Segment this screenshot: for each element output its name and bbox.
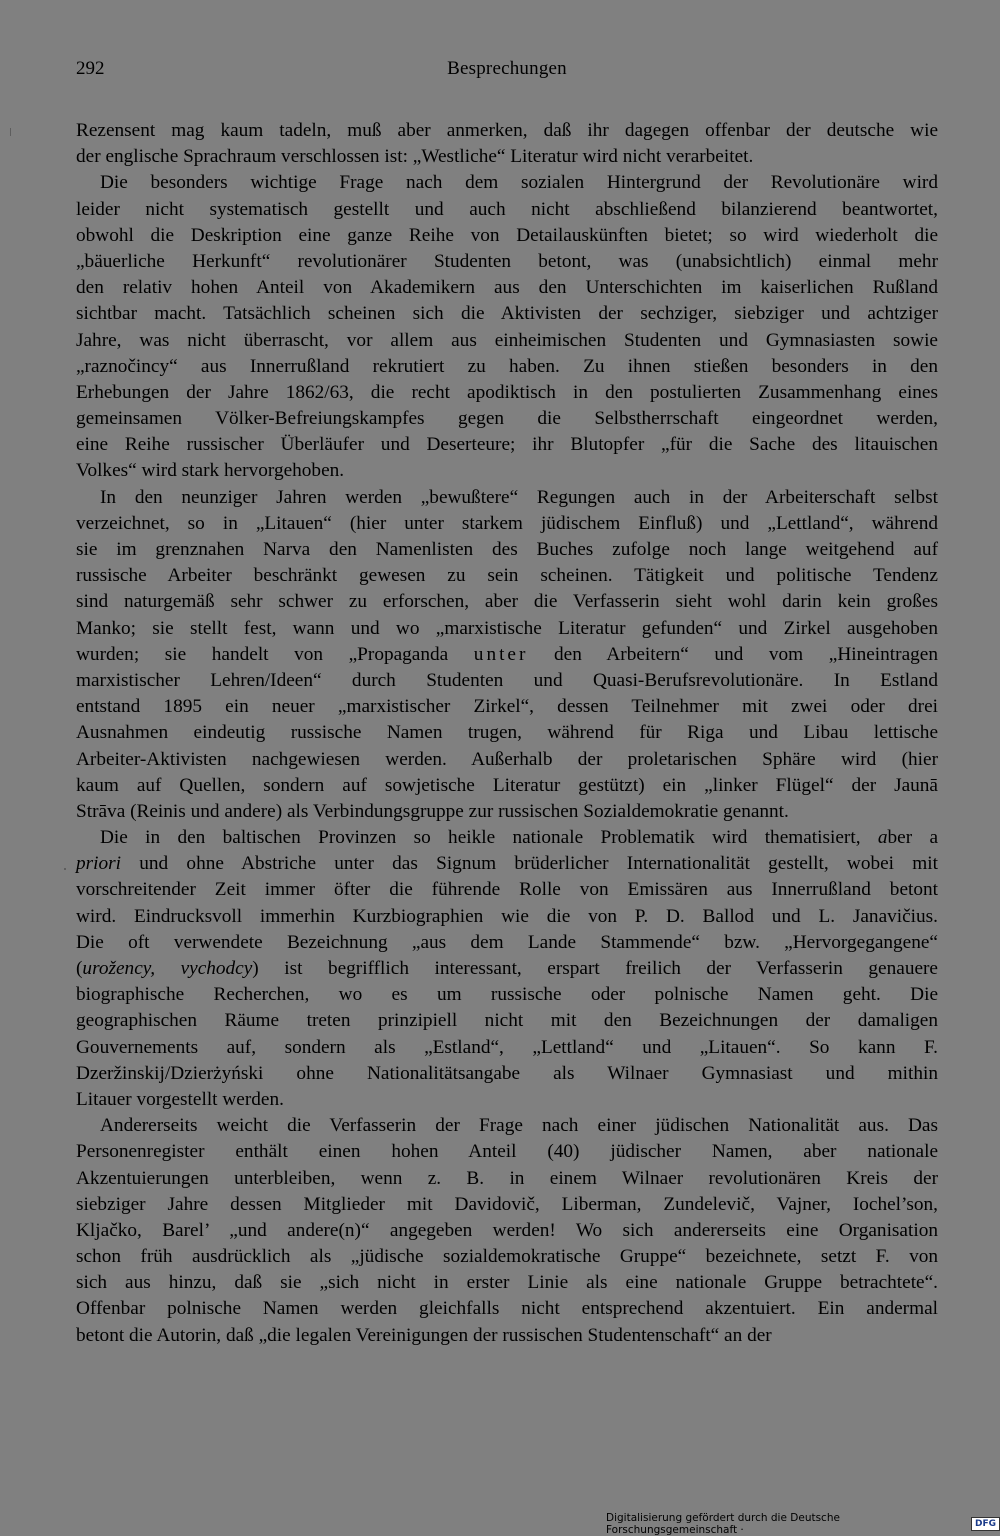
text-line: geographischen Räume treten prinzipiell nicht mit den Bezeichnungen der damaligen — [76, 1010, 938, 1032]
text-line: Strāva (Reinis und andere) als Verbindungsgruppe zur russischen Sozialdemokratie genannt. — [76, 800, 789, 822]
text-line: sich aus hinzu, daß sie „sich nicht in erster Linie als eine nationale Gruppe betrachtete“. — [76, 1272, 938, 1294]
text-line: marxistischer Lehren/Ideen“ durch Studenten und Quasi-Berufsrevolutionäre. In Estland — [76, 669, 938, 691]
text-line: Erhebungen der Jahre 1862/63, die recht apodiktisch in den postulierten Zusammenhang eines — [76, 381, 938, 403]
text-line: wird. Eindrucksvoll immerhin Kurzbiographien wie die von P. D. Ballod und L. Janavičius. — [76, 905, 938, 927]
text-line: verzeichnet, so in „Litauen“ (hier unter starkem jüdischem Einfluß) und „Lettland“, während — [76, 512, 938, 534]
text-line: russische Arbeiter beschränkt gewesen zu sein scheinen. Tätigkeit und politische Tendenz — [76, 565, 938, 587]
text-line: (urožency, vychodcy) ist begrifflich interessant, erspart freilich der Verfasserin genauere — [76, 958, 938, 979]
text-line: Ausnahmen eindeutig russische Namen trugen, während für Riga und Libau lettische — [76, 722, 938, 744]
text-line: den relativ hohen Anteil von Akademikern aus den Unterschichten im kaiserlichen Rußland — [76, 277, 938, 299]
text-line: sind naturgemäß sehr schwer zu erforschen, aber die Verfasserin sieht wohl darin kein großes — [76, 591, 938, 613]
text-line: siebziger Jahre dessen Mitglieder mit Davidovič, Liberman, Zundelevič, Vajner, Iochel’son, — [76, 1193, 938, 1215]
paragraph — [76, 825, 938, 1113]
paragraph — [76, 170, 938, 484]
text-line: Rezensent mag kaum tadeln, muß aber anmerken, daß ihr dagegen offenbar der deutsche wie — [76, 120, 938, 141]
text-line: Die oft verwendete Bezeichnung „aus dem Lande Stammende“ bzw. „Hervorgegangene“ — [76, 931, 938, 953]
text-line: priori und ohne Abstriche unter das Signum brüderlicher Internationalität gestellt, wobei mit — [76, 853, 938, 875]
text-line: eine Reihe russischer Überläufer und Deserteure; ihr Blutopfer „für die Sache des litauischen — [76, 434, 938, 456]
text-line: wurden; sie handelt von „Propaganda unter den Arbeitern“ und vom „Hineintragen — [76, 643, 938, 665]
text-line: kaum auf Quellen, sondern auf sowjetische Literatur gestützt) ein „linker Flügel“ der Jaunā — [76, 774, 938, 796]
text-line: Dzeržinskij/Dzierżyński ohne Nationalitätsangabe als Wilnaer Gymnasiast und mithin — [76, 1062, 938, 1084]
text-line: Jahre, was nicht überrascht, vor allem aus einheimischen Studenten und Gymnasiasten sowie — [76, 329, 938, 351]
text-line: Litauer vorgestellt werden. — [76, 1088, 284, 1110]
text-line: vorschreitender Zeit immer öfter die führende Rolle von Emissären aus Innerrußland betont — [76, 879, 938, 901]
text-line: entstand 1895 ein neuer „marxistischer Zirkel“, dessen Teilnehmer mit zwei oder drei — [76, 696, 938, 718]
text-line: sichtbar macht. Tatsächlich scheinen sich die Aktivisten der sechziger, siebziger und achtziger — [76, 303, 938, 325]
text-line: biographische Recherchen, wo es um russische oder polnische Namen geht. Die — [76, 984, 938, 1006]
running-head: Besprechungen — [447, 58, 567, 79]
text-line: Die in den baltischen Provinzen so heikle nationale Problematik wird thematisiert, aber a — [100, 827, 939, 849]
body-text — [76, 118, 938, 1349]
text-line: schon früh ausdrücklich als „jüdische sozialdemokratische Gruppe“ bezeichnete, setzt F. von — [76, 1246, 938, 1268]
text-line: „raznočincy“ aus Innerrußland rekrutiert zu haben. Zu ihnen stießen besonders in den — [76, 355, 938, 377]
page-header — [76, 58, 938, 88]
text-line: Arbeiter-Aktivisten nachgewiesen werden. Außerhalb der proletarischen Sphäre wird (hier — [76, 748, 938, 770]
text-line: betont die Autorin, daß „die legalen Vereinigungen der russischen Studentenschaft“ an der — [76, 1324, 772, 1346]
page-number: 292 — [76, 58, 105, 79]
text-line: Die besonders wichtige Frage nach dem sozialen Hintergrund der Revolutionäre wird — [100, 172, 938, 194]
text-line: Gouvernements auf, sondern als „Estland“, „Lettland“ und „Litauen“. So kann F. — [76, 1036, 938, 1058]
text-line: Kljačko, Barel’ „und andere(n)“ angegeben werden! Wo sich andererseits eine Organisation — [76, 1219, 938, 1241]
text-line: obwohl die Deskription eine ganze Reihe von Detailauskünften bietet; so wird wiederholt die — [76, 224, 938, 246]
text-line: Manko; sie stellt fest, wann und wo „marxistische Literatur gefunden“ und Zirkel ausgehoben — [76, 617, 938, 639]
text-line: der englische Sprachraum verschlossen ist: „Westliche“ Literatur wird nicht verarbeitet. — [76, 146, 754, 168]
text-line: sie im grenznahen Narva den Namenlisten des Buches zufolge noch lange weitgehend auf — [76, 539, 938, 560]
paragraph — [76, 118, 938, 170]
scan-speck — [64, 868, 66, 870]
dfg-logo: DFG — [971, 1517, 1000, 1531]
text-line: In den neunziger Jahren werden „bewußtere“ Regungen auch in der Arbeiterschaft selbst — [100, 486, 938, 508]
digitization-footer — [606, 1512, 1000, 1536]
text-line: Offenbar polnische Namen werden gleichfalls nicht entsprechend akzentuiert. Ein andermal — [76, 1298, 938, 1320]
text-line: Personenregister enthält einen hohen Anteil (40) jüdischer Namen, aber nationale — [76, 1141, 938, 1163]
text-line: gemeinsamen Völker-Befreiungskampfes gegen die Selbstherrschaft eingeordnet werden, — [76, 408, 938, 430]
text-line: Akzentuierungen unterbleiben, wenn z. B. in einem Wilnaer revolutionären Kreis der — [76, 1167, 938, 1189]
text-line: leider nicht systematisch gestellt und auch nicht abschließend bilanzierend beantwortet, — [76, 198, 938, 220]
paragraph — [76, 1113, 938, 1349]
text-line: „bäuerliche Herkunft“ revolutionärer Studenten betont, was (unabsichtlich) einmal mehr — [76, 250, 938, 272]
scan-speck — [10, 128, 11, 136]
text-line: Andererseits weicht die Verfasserin der Frage nach einer jüdischen Nationalität aus. Das — [100, 1115, 938, 1137]
paragraph — [76, 485, 938, 825]
text-line: Volkes“ wird stark hervorgehoben. — [76, 460, 345, 482]
footer-credit: Digitalisierung gefördert durch die Deutsche Forschungsgemeinschaft · — [606, 1512, 840, 1536]
